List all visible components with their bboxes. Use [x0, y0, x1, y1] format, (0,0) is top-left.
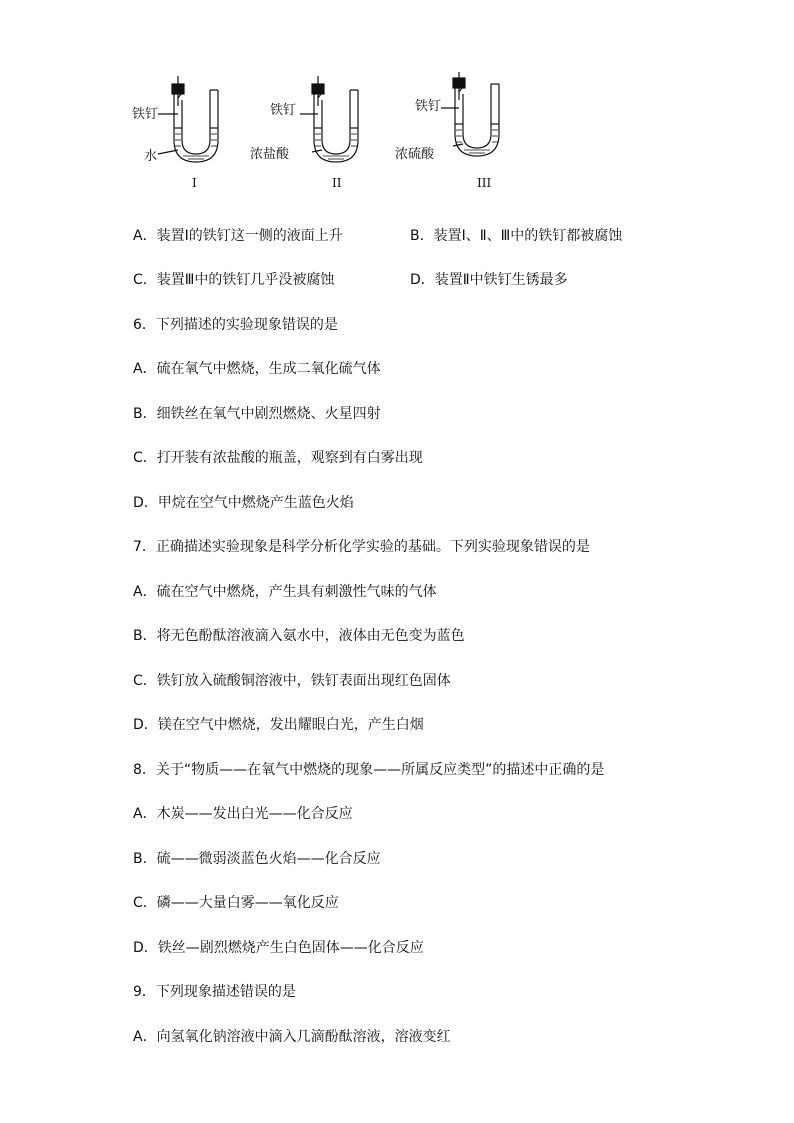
q6-option-d: D．甲烷在空气中燃烧产生蓝色火焰: [133, 495, 354, 511]
q8-option-c: C．磷——大量白雾——氧化反应: [133, 895, 339, 911]
apparatus-number-1: I: [192, 176, 197, 190]
nail-label-2: 铁钉: [270, 103, 297, 118]
q6-option-a: A．硫在氧气中燃烧，生成二氧化硫气体: [133, 361, 381, 377]
apparatus-1: [128, 70, 268, 200]
u-tube-diagram-3: [393, 70, 533, 180]
q7-option-d: D．镁在空气中燃烧，发出耀眼白光，产生白烟: [133, 717, 424, 733]
q7-stem: 7．正确描述实验现象是科学分析化学实验的基础。下列实验现象错误的是: [133, 539, 590, 555]
apparatus-number-3: III: [477, 176, 492, 190]
liquid-label-2: 浓盐酸: [250, 147, 290, 162]
q5-option-d: D．装置Ⅱ中铁钉生锈最多: [410, 272, 568, 288]
q8-stem: 8．关于“物质——在氧气中燃烧的现象——所属反应类型”的描述中正确的是: [133, 762, 605, 778]
q5-option-a: A．装置Ⅰ的铁钉这一侧的液面上升: [133, 228, 343, 244]
q9-stem: 9．下列现象描述错误的是: [133, 984, 296, 1000]
q6-option-c: C．打开装有浓盐酸的瓶盖，观察到有白雾出现: [133, 450, 423, 466]
q6-option-b: B．细铁丝在氧气中剧烈燃烧、火星四射: [133, 406, 381, 422]
q6-stem: 6．下列描述的实验现象错误的是: [133, 317, 338, 333]
liquid-label-1: 水: [144, 149, 158, 164]
apparatus-2: [248, 70, 388, 200]
apparatus-3: [393, 70, 533, 200]
q9-option-a: A．向氢氧化钠溶液中滴入几滴酚酞溶液，溶液变红: [133, 1029, 451, 1045]
liquid-label-3: 浓硫酸: [395, 147, 435, 162]
nail-label-3: 铁钉: [415, 99, 442, 114]
q7-option-c: C．铁钉放入硫酸铜溶液中，铁钉表面出现红色固体: [133, 673, 451, 689]
q8-option-b: B．硫——微弱淡蓝色火焰——化合反应: [133, 851, 381, 867]
q7-option-a: A．硫在空气中燃烧，产生具有刺激性气味的气体: [133, 584, 437, 600]
q8-option-d: D．铁丝—剧烈燃烧产生白色固体——化合反应: [133, 940, 424, 956]
q5-option-b: B．装置Ⅰ、Ⅱ、Ⅲ中的铁钉都被腐蚀: [410, 228, 623, 244]
nail-label-1: 铁钉: [132, 107, 159, 122]
apparatus-figures: [128, 70, 528, 200]
q7-option-b: B．将无色酚酞溶液滴入氨水中，液体由无色变为蓝色: [133, 628, 465, 644]
apparatus-number-2: II: [332, 176, 342, 190]
q5-option-c: C．装置Ⅲ中的铁钉几乎没被腐蚀: [133, 272, 335, 288]
q8-option-a: A．木炭——发出白光——化合反应: [133, 806, 353, 822]
u-tube-diagram-2: [248, 70, 388, 180]
